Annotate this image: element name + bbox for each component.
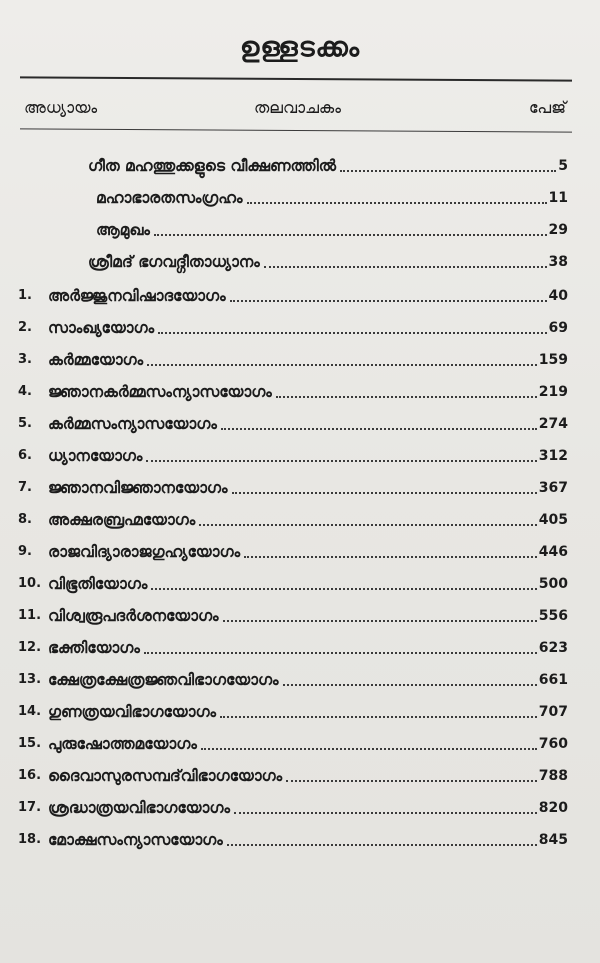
dot-leader [144,652,537,654]
chapter-number: 4. [18,384,32,399]
entry-label: ഭക്തിയോഗം [48,639,140,657]
chapter-number: 13. [18,672,42,687]
dot-leader [276,396,537,398]
entry-label: പുരുഷോത്തമയോഗം [48,735,197,753]
dot-leader [227,844,537,846]
toc-entry-chapter [18,606,568,626]
toc-entry-chapter [18,798,568,818]
entry-page: 38 [548,254,568,270]
toc-entry-chapter [18,382,568,402]
chapter-number: 8. [18,512,32,527]
chapter-number: 16. [18,768,42,783]
entry-label: സാംഖ്യയോഗം [48,319,155,337]
toc-entry-chapter [18,318,568,338]
toc-entry-front [88,252,568,272]
entry-label: ശ്രീമദ് ഭഗവദ്ഗീതാധ്യാനം [88,253,260,271]
chapter-number: 11. [18,608,42,623]
entry-page: 367 [538,480,568,496]
entry-label: കർമ്മസംന്യാസയോഗം [48,415,217,433]
entry-page: 159 [538,352,568,368]
dot-leader [201,748,537,750]
entry-page: 69 [548,320,568,336]
dot-leader [221,428,537,430]
entry-page: 219 [538,384,568,400]
entry-label: അക്ഷരബ്രഹ്മയോഗം [48,511,196,529]
toc-entry-chapter [18,286,568,306]
toc-entry-front [88,156,568,176]
dot-leader [223,620,537,622]
toc-entry-chapter [18,766,568,786]
dot-leader [232,492,537,494]
entry-page: 446 [538,544,568,560]
entry-label: രാജവിദ്യാരാജഗുഹ്യയോഗം [48,543,241,561]
entry-label: ധ്യാനയോഗം [48,447,143,465]
toc-entry-chapter [18,638,568,658]
column-header-page: പേജ് [528,98,566,117]
toc-entry-chapter [18,574,568,594]
toc-entry-chapter [18,414,568,434]
chapter-number: 3. [18,352,32,367]
toc-entry-chapter [18,350,568,370]
dot-leader [247,202,547,204]
entry-page: 556 [538,608,568,624]
chapter-number: 12. [18,640,42,655]
entry-label: ജ്ഞാനകർമ്മസംന്യാസയോഗം [48,383,272,401]
dot-leader [286,780,537,782]
dot-leader [230,300,547,302]
toc-entry-chapter [18,542,568,562]
chapter-number: 18. [18,832,42,847]
entry-label: ആമുഖം [96,221,150,239]
dot-leader [340,170,556,172]
entry-label: ക്ഷേത്രക്ഷേത്രജ്ഞവിഭാഗയോഗം [48,671,279,689]
entry-page: 845 [538,832,568,848]
dot-leader [264,266,547,268]
entry-page: 820 [538,800,568,816]
entry-page: 707 [538,704,568,720]
entry-label: വിശ്വരൂപദർശനയോഗം [48,607,219,625]
chapter-number: 14. [18,704,42,719]
dot-leader [146,460,536,462]
dot-leader [234,812,537,814]
entry-label: അർജ്ജുനവിഷാദയോഗം [48,287,226,305]
dot-leader [283,684,537,686]
toc-entry-front [96,188,568,208]
chapter-number: 10. [18,576,42,591]
toc-entry-chapter [18,670,568,690]
toc-entry-chapter [18,702,568,722]
column-header-chapter: അധ്യായം [24,98,98,117]
toc-entry-front [96,220,568,240]
dot-leader [151,588,536,590]
entry-page: 500 [538,576,568,592]
column-header-title: തലവാചകം [254,98,341,117]
entry-label: ദൈവാസുരസമ്പദ്‌വിഭാഗയോഗം [48,767,283,785]
chapter-number: 2. [18,320,32,335]
entry-page: 312 [538,448,568,464]
entry-page: 760 [538,736,568,752]
entry-page: 274 [538,416,568,432]
header-rule [20,128,572,132]
entry-page: 29 [548,222,568,238]
entry-page: 5 [558,158,568,174]
entry-page: 788 [538,768,568,784]
chapter-number: 1. [18,288,32,303]
entry-page: 11 [548,190,568,206]
entry-label: ഗുണത്രയവിഭാഗയോഗം [48,703,217,721]
title-rule [20,76,572,81]
entry-label: ശ്രദ്ധാത്രയവിഭാഗയോഗം [48,799,230,817]
toc-entry-chapter [18,446,568,466]
entry-label: മോക്ഷസംന്യാസയോഗം [48,831,223,849]
toc-entry-chapter [18,830,568,850]
chapter-number: 6. [18,448,32,463]
entry-page: 40 [548,288,568,304]
chapter-number: 7. [18,480,32,495]
entry-label: ഗീത മഹത്തുക്കളുടെ വീക്ഷണത്തിൽ [88,157,337,175]
chapter-number: 5. [18,416,32,431]
dot-leader [158,332,546,334]
chapter-number: 9. [18,544,32,559]
entry-page: 405 [538,512,568,528]
dot-leader [244,556,537,558]
entry-label: ജ്ഞാനവിജ്ഞാനയോഗം [48,479,228,497]
chapter-number: 17. [18,800,42,815]
page-title: ഉള്ളടക്കം [239,32,361,63]
toc-entry-chapter [18,734,568,754]
dot-leader [154,234,547,236]
chapter-number: 15. [18,736,42,751]
dot-leader [220,716,537,718]
toc-entry-chapter [18,510,568,530]
dot-leader [199,524,536,526]
entry-page: 623 [538,640,568,656]
toc-entry-chapter [18,478,568,498]
dot-leader [147,364,537,366]
entry-label: വിഭൂതിയോഗം [48,575,148,593]
entry-page: 661 [538,672,568,688]
entry-label: കർമ്മയോഗം [48,351,144,369]
entry-label: മഹാഭാരതസംഗ്രഹം [96,189,243,207]
